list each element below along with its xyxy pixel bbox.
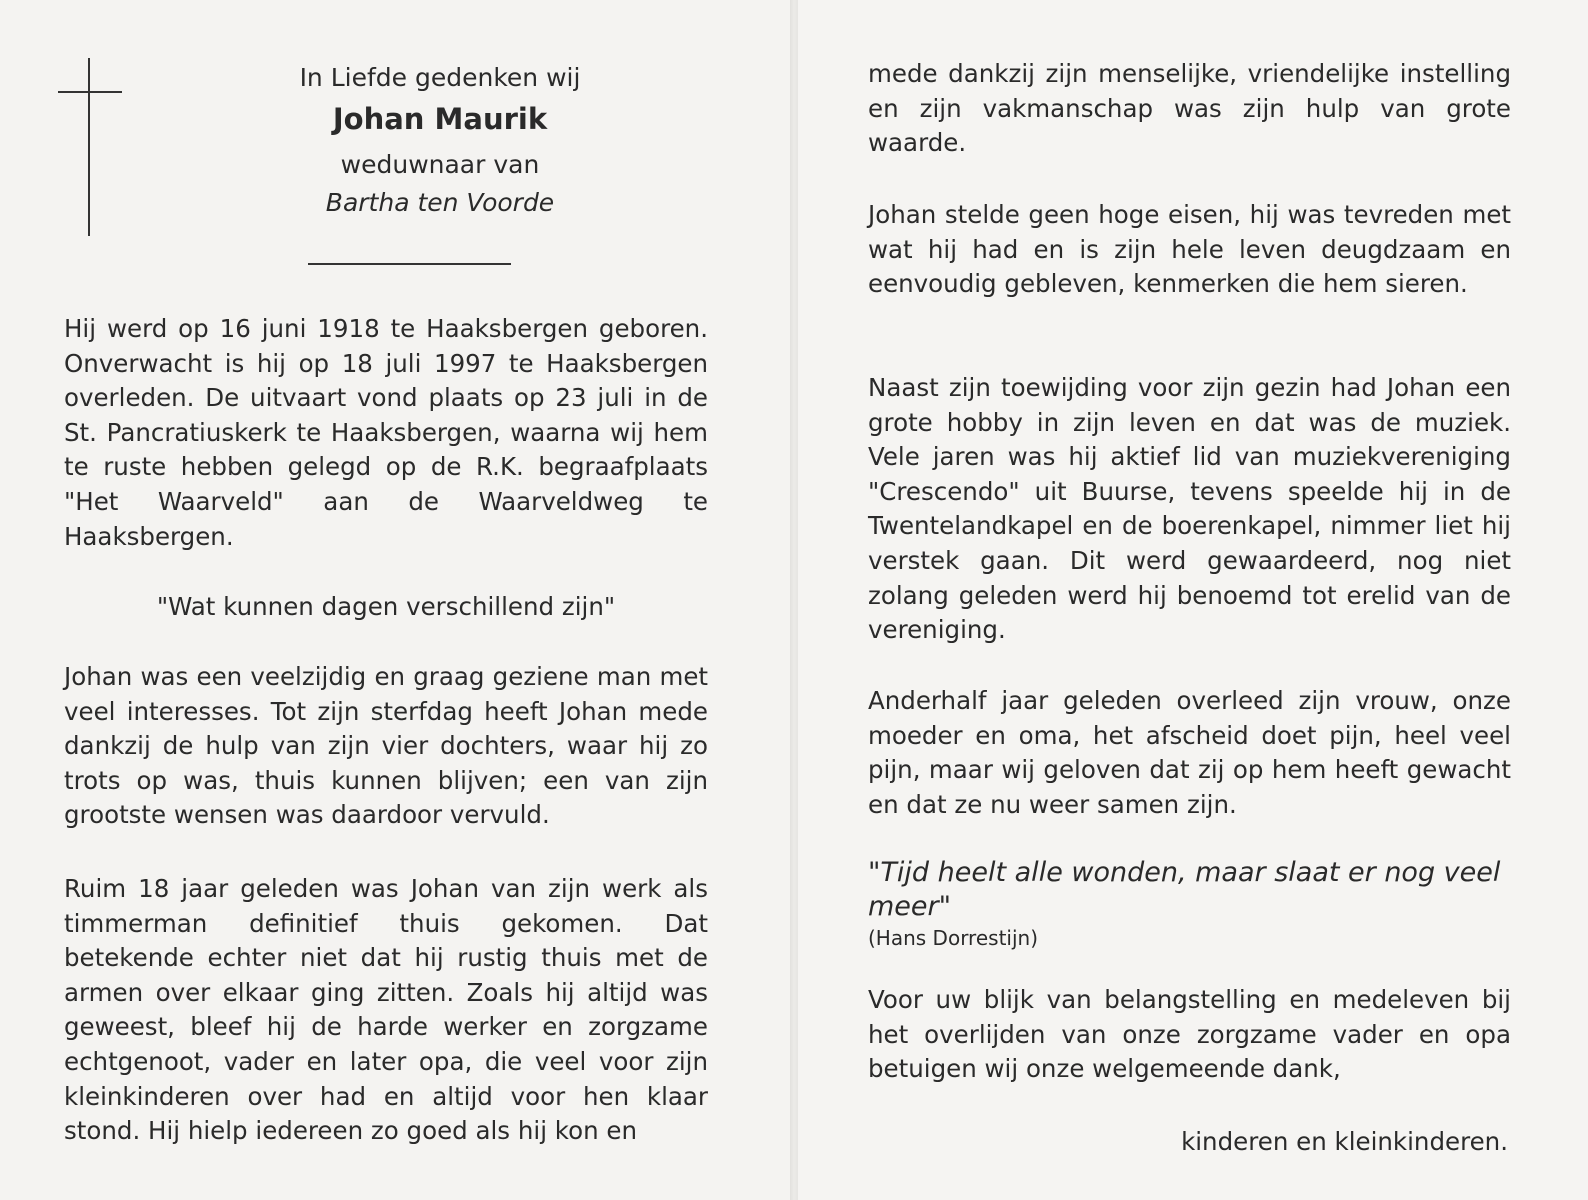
craftsmanship-paragraph: mede dankzij zijn menselijke, vriendelijke instelling en zijn vakmanschap was zijn hulp van grote waarde. [868, 59, 1511, 158]
birth-death-paragraph: Hij werd op 16 juni 1918 te Haaksbergen geboren. Onverwacht is hij op 18 juli 1997 te Haaksbergen overleden. De uitvaart vond plaats op 23 juli in de St. Pancratiuskerk te Haaksbergen, waarna wij hem te ruste hebben gelegd op de R.K. begraafplaats "Het Waarveld" aan de Waarveldweg te Haaksbergen. [64, 314, 708, 551]
quote-attribution: (Hans Dorrestijn) [868, 926, 1038, 950]
music-paragraph: Naast zijn toewijding voor zijn gezin had Johan een grote hobby in zijn leven en dat was de muziek. Vele jaren was hij aktief lid van muziekvereniging "Crescendo" uit Buurse, tevens speelde hij in de Twentelandkapel en de boerenkapel, nimmer liet hij verstek gaan. Dit werd gewaardeerd, nog niet zolang geleden werd hij benoemd tot erelid van de vereniging. [868, 373, 1511, 645]
cross-icon [88, 58, 90, 236]
deceased-name: Johan Maurik [332, 102, 548, 136]
signature: kinderen en kleinkinderen. [1181, 1127, 1508, 1156]
widower-line: weduwnaar van [340, 150, 540, 179]
closing-quote: "Tijd heelt alle wonden, maar slaat er nog veel meer" [868, 857, 1501, 922]
wife-paragraph: Anderhalf jaar geleden overleed zijn vrouw, onze moeder en oma, het afscheid doet pijn, heel veel pijn, maar wij geloven dat zij op hem heeft gewacht en dat ze nu weer samen zijn. [868, 686, 1511, 819]
divider [308, 263, 511, 265]
page-fold [790, 0, 798, 1200]
thanks-paragraph: Voor uw blijk van belangstelling en medeleven bij het overlijden van onze zorgzame vader en opa betuigen wij onze welgemeende dank, [868, 985, 1511, 1084]
quote-days: "Wat kunnen dagen verschillend zijn" [156, 592, 616, 621]
cross-icon-bar [58, 91, 122, 93]
intro-line: In Liefde gedenken wij [299, 63, 581, 92]
modesty-paragraph: Johan stelde geen hoge eisen, hij was tevreden met wat hij had en is zijn hele leven deugdzaam en eenvoudig gebleven, kenmerken die hem sieren. [868, 200, 1511, 299]
retirement-paragraph: Ruim 18 jaar geleden was Johan van zijn werk als timmerman definitief thuis gekomen. Dat betekende echter niet dat hij rustig thuis met de armen over elkaar ging zitten. Zoals hij altijd was geweest, bleef hij de harde werker en zorgzame echtgenoot, vader en later opa, die veel voor zijn kleinkinderen over had en altijd voor hen klaar stond. Hij hielp iedereen zo goed als hij kon en [64, 874, 708, 1146]
versatile-paragraph: Johan was een veelzijdig en graag geziene man met veel interesses. Tot zijn sterfdag heeft Johan mede dankzij de hulp van zijn vier dochters, waar hij zo trots op was, thuis kunnen blijven; een van zijn grootste wensen was daardoor vervuld. [64, 662, 708, 830]
spouse-name: Bartha ten Voorde [325, 188, 555, 217]
